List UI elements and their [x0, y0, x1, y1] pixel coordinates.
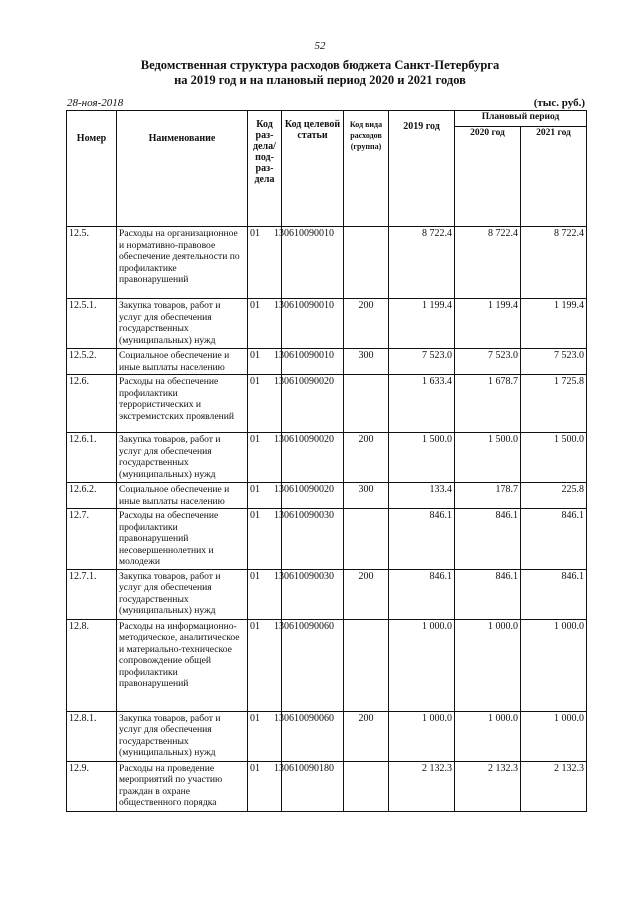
row-amount-2021: 846.1	[521, 509, 587, 570]
row-amount-2019: 133.4	[389, 483, 455, 509]
row-amount-2020: 178.7	[455, 483, 521, 509]
row-name: Закупка товаров, работ и услуг для обеспечения государственных (муниципальных) нужд	[117, 299, 248, 349]
row-amount-2020: 1 000.0	[455, 711, 521, 761]
header-2020: 2020 год	[455, 127, 521, 227]
row-type-code: 300	[344, 483, 389, 509]
row-type-code	[344, 761, 389, 811]
row-amount-2020: 1 678.7	[455, 375, 521, 433]
table-row	[67, 761, 587, 811]
row-name: Социальное обеспечение и иные выплаты населению	[117, 483, 248, 509]
document-title	[0, 58, 640, 88]
row-section-code	[248, 761, 282, 811]
header-name: Наименование	[117, 111, 248, 227]
subsection-code: 13	[274, 376, 284, 387]
row-amount-2021: 1 725.8	[521, 375, 587, 433]
row-section-code	[248, 349, 282, 375]
section-code: 01	[250, 712, 260, 724]
row-section-code	[248, 483, 282, 509]
row-amount-2020: 846.1	[455, 509, 521, 570]
row-amount-2019: 2 132.3	[389, 761, 455, 811]
row-amount-2021: 2 132.3	[521, 761, 587, 811]
row-type-code: 300	[344, 349, 389, 375]
row-number: 12.9.	[67, 761, 117, 811]
header-2021: 2021 год	[521, 127, 587, 227]
row-number: 12.5.2.	[67, 349, 117, 375]
row-target-code: 0610090180	[282, 761, 344, 811]
row-section-code	[248, 711, 282, 761]
section-code: 01	[250, 228, 260, 239]
table-row	[67, 483, 587, 509]
title-line-1: Ведомственная структура расходов бюджета Санкт-Петербурга	[140, 58, 500, 72]
row-number: 12.5.1.	[67, 299, 117, 349]
row-name: Закупка товаров, работ и услуг для обеспечения государственных (муниципальных) нужд	[117, 433, 248, 483]
row-number: 12.6.	[67, 375, 117, 433]
row-type-code: 200	[344, 433, 389, 483]
section-code: 01	[250, 620, 260, 632]
title-line-2: на 2019 год и на плановый период 2020 и 2021 годов	[174, 73, 466, 87]
row-section-code	[248, 509, 282, 570]
row-name: Расходы на организационное и нормативно-правовое обеспечение деятельности по профилактике правонарушений	[117, 227, 248, 299]
section-code: 01	[250, 350, 260, 361]
table-row	[67, 619, 587, 711]
row-amount-2020: 8 722.4	[455, 227, 521, 299]
row-section-code	[248, 619, 282, 711]
subsection-code: 13	[274, 434, 284, 445]
row-type-code: 200	[344, 711, 389, 761]
table-row	[67, 227, 587, 299]
table-row	[67, 299, 587, 349]
row-target-code: 0610090060	[282, 711, 344, 761]
row-amount-2019: 1 500.0	[389, 433, 455, 483]
table-row	[67, 349, 587, 375]
row-number: 12.7.1.	[67, 569, 117, 619]
row-target-code: 0610090020	[282, 433, 344, 483]
subsection-code: 13	[274, 484, 284, 495]
row-number: 12.5.	[67, 227, 117, 299]
header-target: Код целевой статьи	[282, 111, 344, 227]
row-name: Расходы на обеспечение профилактики террористических и экстремистских проявлений	[117, 375, 248, 433]
row-amount-2019: 846.1	[389, 509, 455, 570]
row-target-code: 0610090010	[282, 299, 344, 349]
row-type-code	[344, 375, 389, 433]
row-name: Закупка товаров, работ и услуг для обеспечения государственных (муниципальных) нужд	[117, 711, 248, 761]
row-section-code	[248, 433, 282, 483]
row-name: Расходы на обеспечение профилактики правонарушений несовершеннолетних и молодежи	[117, 509, 248, 570]
row-target-code: 0610090020	[282, 375, 344, 433]
section-code: 01	[250, 510, 260, 521]
row-number: 12.6.1.	[67, 433, 117, 483]
row-target-code: 0610090010	[282, 349, 344, 375]
budget-table	[66, 110, 587, 812]
header-2019: 2019 год	[389, 111, 455, 227]
row-amount-2020: 1 199.4	[455, 299, 521, 349]
subsection-code: 13	[274, 762, 284, 774]
row-type-code	[344, 227, 389, 299]
row-type-code	[344, 619, 389, 711]
row-amount-2020: 1 000.0	[455, 619, 521, 711]
row-number: 12.7.	[67, 509, 117, 570]
row-amount-2019: 846.1	[389, 569, 455, 619]
row-amount-2021: 846.1	[521, 569, 587, 619]
row-target-code: 0610090030	[282, 569, 344, 619]
row-amount-2019: 1 000.0	[389, 711, 455, 761]
row-amount-2020: 7 523.0	[455, 349, 521, 375]
section-code: 01	[250, 300, 260, 311]
row-amount-2020: 1 500.0	[455, 433, 521, 483]
row-name: Расходы на проведение мероприятий по участию граждан в охране общественного порядка	[117, 761, 248, 811]
row-section-code	[248, 227, 282, 299]
row-amount-2019: 1 000.0	[389, 619, 455, 711]
page-number: 52	[314, 40, 326, 52]
subsection-code: 13	[274, 350, 284, 361]
row-name: Расходы на информационно-методическое, аналитическое и материально-техническое сопровождение общей профилактики правонарушений	[117, 619, 248, 711]
row-amount-2021: 1 000.0	[521, 619, 587, 711]
row-name: Закупка товаров, работ и услуг для обеспечения государственных (муниципальных) нужд	[117, 569, 248, 619]
row-amount-2020: 2 132.3	[455, 761, 521, 811]
row-amount-2019: 8 722.4	[389, 227, 455, 299]
table-row	[67, 433, 587, 483]
row-target-code: 0610090020	[282, 483, 344, 509]
header-number: Номер	[67, 111, 117, 227]
row-target-code: 0610090060	[282, 619, 344, 711]
row-amount-2021: 8 722.4	[521, 227, 587, 299]
section-code: 01	[250, 762, 260, 774]
row-target-code: 0610090030	[282, 509, 344, 570]
section-code: 01	[250, 484, 260, 495]
table-row	[67, 509, 587, 570]
row-type-code: 200	[344, 569, 389, 619]
table-row	[67, 375, 587, 433]
row-number: 12.8.	[67, 619, 117, 711]
table-row	[67, 569, 587, 619]
row-name: Социальное обеспечение и иные выплаты населению	[117, 349, 248, 375]
header-type: Код вида расходов (группа)	[344, 111, 389, 227]
subsection-code: 13	[274, 712, 284, 724]
subsection-code: 13	[274, 620, 284, 632]
row-number: 12.8.1.	[67, 711, 117, 761]
section-code: 01	[250, 376, 260, 387]
row-type-code: 200	[344, 299, 389, 349]
section-code: 01	[250, 570, 260, 582]
units-label: (тыс. руб.)	[533, 97, 585, 109]
table-row	[67, 711, 587, 761]
subsection-code: 13	[274, 228, 284, 239]
header-planned: Плановый период	[455, 111, 587, 127]
row-amount-2021: 1 000.0	[521, 711, 587, 761]
row-type-code	[344, 509, 389, 570]
subsection-code: 13	[274, 300, 284, 311]
section-code: 01	[250, 434, 260, 445]
row-amount-2021: 225.8	[521, 483, 587, 509]
row-section-code	[248, 569, 282, 619]
row-amount-2021: 1 500.0	[521, 433, 587, 483]
header-section: Код раз- дела/ под- раз- дела	[248, 111, 282, 227]
row-number: 12.6.2.	[67, 483, 117, 509]
row-target-code: 0610090010	[282, 227, 344, 299]
document-date: 28-ноя-2018	[67, 97, 124, 109]
row-amount-2020: 846.1	[455, 569, 521, 619]
subsection-code: 13	[274, 570, 284, 582]
row-amount-2019: 1 633.4	[389, 375, 455, 433]
row-section-code	[248, 375, 282, 433]
row-amount-2019: 7 523.0	[389, 349, 455, 375]
row-amount-2019: 1 199.4	[389, 299, 455, 349]
row-amount-2021: 7 523.0	[521, 349, 587, 375]
row-section-code	[248, 299, 282, 349]
row-amount-2021: 1 199.4	[521, 299, 587, 349]
subsection-code: 13	[274, 510, 284, 521]
